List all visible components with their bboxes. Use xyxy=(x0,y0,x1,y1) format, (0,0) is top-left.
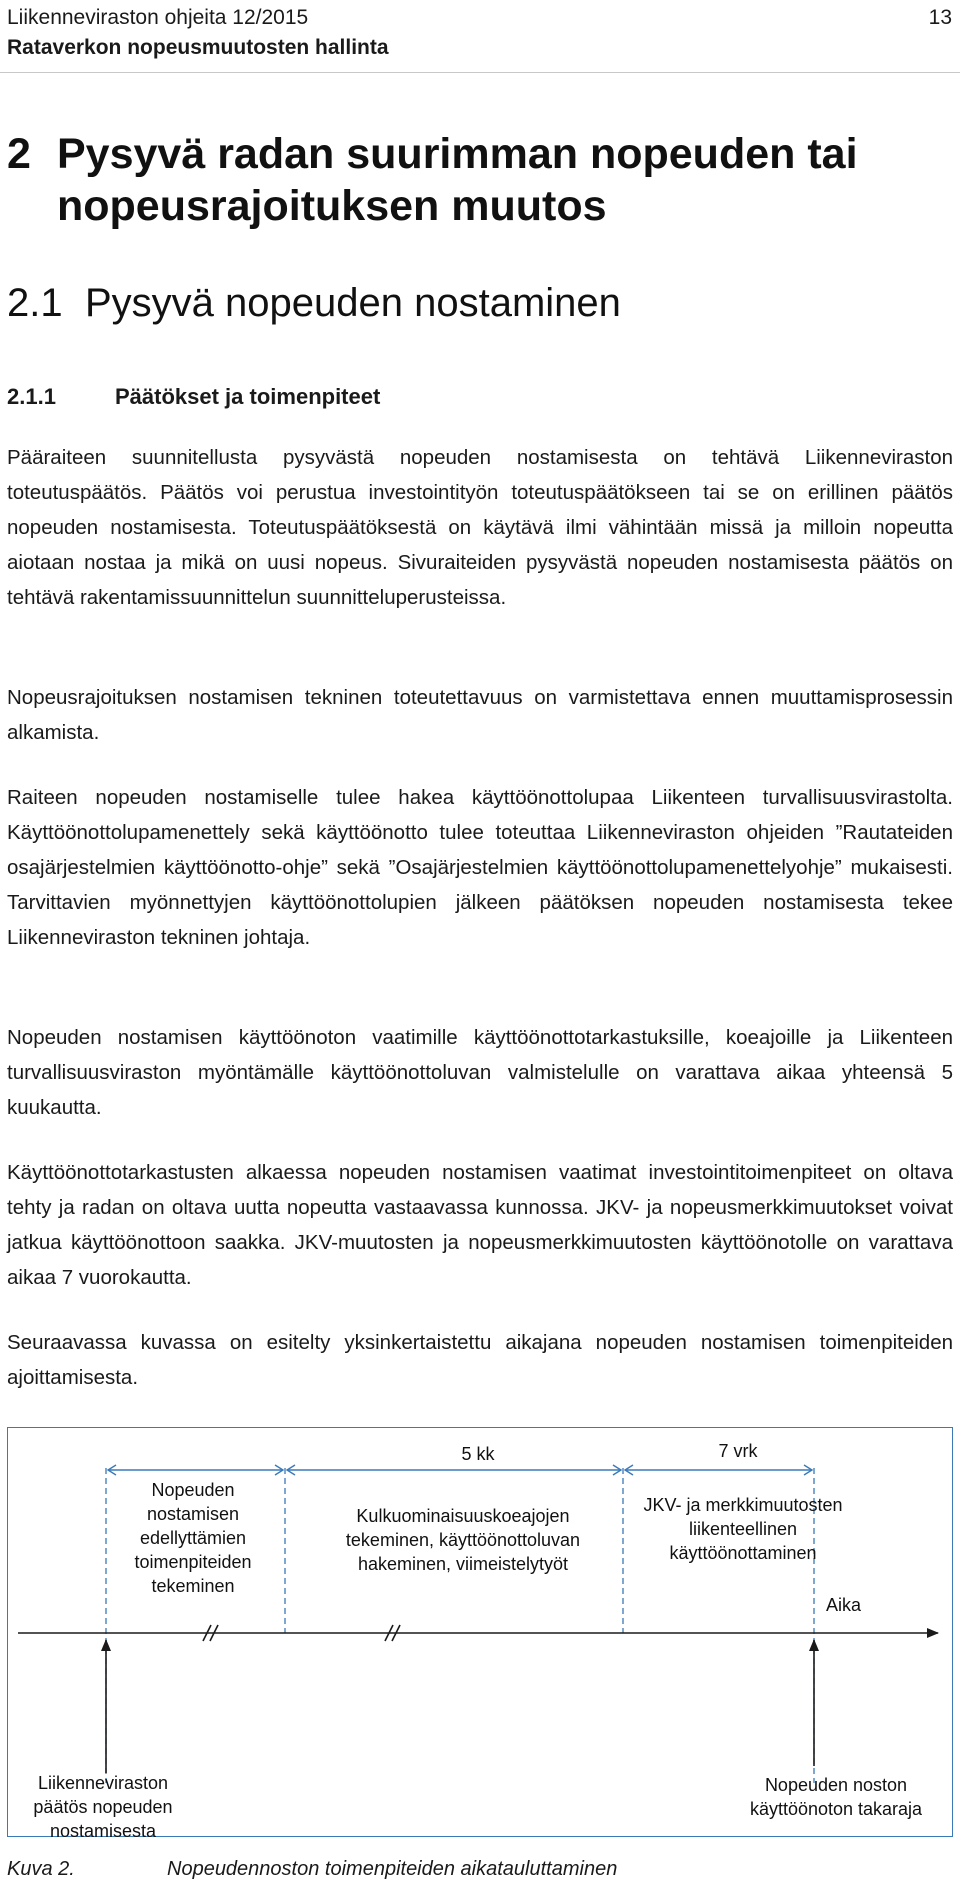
chapter-title-line1: Pysyvä radan suurimman nopeuden tai xyxy=(57,130,858,178)
figure-caption xyxy=(7,1855,617,1883)
timeline-step-3: JKV- ja merkkimuutosten liikenteellinen käyttöönottaminen xyxy=(643,1495,843,1563)
paragraph: Käyttöönottotarkastusten alkaessa nopeuden nostamisen vaatimat investointitoimenpiteet on oltava tehty ja radan on oltava uutta nopeutta vastaavassa kunnossa. JKV- ja nopeusmerkkimuutokset voivat jatkua käyttöönottoon saakka. JKV-muutosten ja nopeusmerkkimuutosten käyttöönotolle on varattava aikaa 7 vuorokautta. xyxy=(7,1161,953,1289)
milestone-end-label: Nopeuden noston käyttöönoton takaraja xyxy=(749,1775,923,1819)
subsection-number: 2.1.1 xyxy=(7,384,56,409)
page-number: 13 xyxy=(928,6,952,29)
timeline-figure xyxy=(7,1427,953,1841)
chapter-number: 2 xyxy=(7,130,31,178)
section-heading xyxy=(7,278,621,328)
duration-label-5kk: 5 kk xyxy=(461,1444,495,1464)
milestone-start-label: Liikenneviraston päätös nopeuden nostamisesta xyxy=(33,1773,173,1841)
duration-arrow-3 xyxy=(625,1465,812,1475)
section-title: Pysyvä nopeuden nostaminen xyxy=(85,281,621,325)
paragraph: Nopeusrajoituksen nostamisen tekninen toteutettavuus on varmistettava ennen muuttamisprosessin alkamista. xyxy=(7,686,953,744)
paragraph: Nopeuden nostamisen käyttöönoton vaatimille käyttöönottotarkastuksille, koeajoille ja Liikenteen turvallisuusviraston myöntämälle käyttöönottoluvan valmistelulle on varattava aikaa yhteensä 5 kuukautta. xyxy=(7,1026,953,1119)
timeline-step-2: Kulkuominaisuuskoeajojen tekeminen, käyttöönottoluvan hakeminen, viimeistelytyöt xyxy=(345,1506,581,1574)
section-number: 2.1 xyxy=(7,281,63,325)
paragraph: Seuraavassa kuvassa on esitelty yksinkertaistettu aikajana nopeuden nostamisen toimenpiteiden ajoittamisesta. xyxy=(7,1331,953,1389)
caption-label: Kuva 2. xyxy=(7,1858,75,1880)
duration-arrow-1 xyxy=(108,1465,283,1475)
paragraph: Raiteen nopeuden nostamiselle tulee hakea käyttöönottolupaa Liikenteen turvallisuusvirastolta. Käyttöönottolupamenettely sekä käyttöönotto tulee toteuttaa Liikenneviraston ohjeiden ”Rautateiden osajärjestelmien käyttöönotto-ohje” sekä ”Osajärjestelmien käyttöönottolupamenettelyohje” mukaisesti. Tarvittavien myönnettyjen käyttöönottolupien jälkeen päätöksen nopeuden nostamisesta tekee Liikenneviraston tekninen johtaja. xyxy=(7,786,953,949)
timeline-step-1: Nopeuden nostamisen edellyttämien toimenpiteiden tekeminen xyxy=(134,1480,252,1596)
subsection-title: Päätökset ja toimenpiteet xyxy=(115,384,381,409)
chapter-heading xyxy=(7,128,858,232)
header-series: Liikenneviraston ohjeita 12/2015 xyxy=(7,6,309,29)
running-header xyxy=(7,3,389,63)
header-divider xyxy=(0,72,960,73)
header-title: Rataverkon nopeusmuutosten hallinta xyxy=(7,36,389,59)
duration-arrow-2 xyxy=(287,1465,621,1475)
paragraph: Pääraiteen suunnitellusta pysyvästä nopeuden nostamisesta on tehtävä Liikenneviraston toteutuspäätös. Päätös voi perustua investointityön toteutuspäätökseen tai se on erillinen päätös nopeuden nostamisesta. Toteutuspäätöksestä on käytävä ilmi vähintään missä ja milloin nopeutta aiotaan nostaa ja mikä on uusi nopeus. Sivuraiteiden pysyvästä nopeuden nostamisesta päätös on tehtävä rakentamissuunnittelun suunnitteluperusteissa. xyxy=(7,446,953,609)
subsection-heading xyxy=(7,382,380,412)
chapter-title-line2: nopeusrajoituksen muutos xyxy=(57,182,607,230)
duration-label-7vrk: 7 vrk xyxy=(718,1441,758,1461)
caption-text: Nopeudennoston toimenpiteiden aikatauluttaminen xyxy=(167,1858,618,1880)
axis-label: Aika xyxy=(826,1595,862,1615)
